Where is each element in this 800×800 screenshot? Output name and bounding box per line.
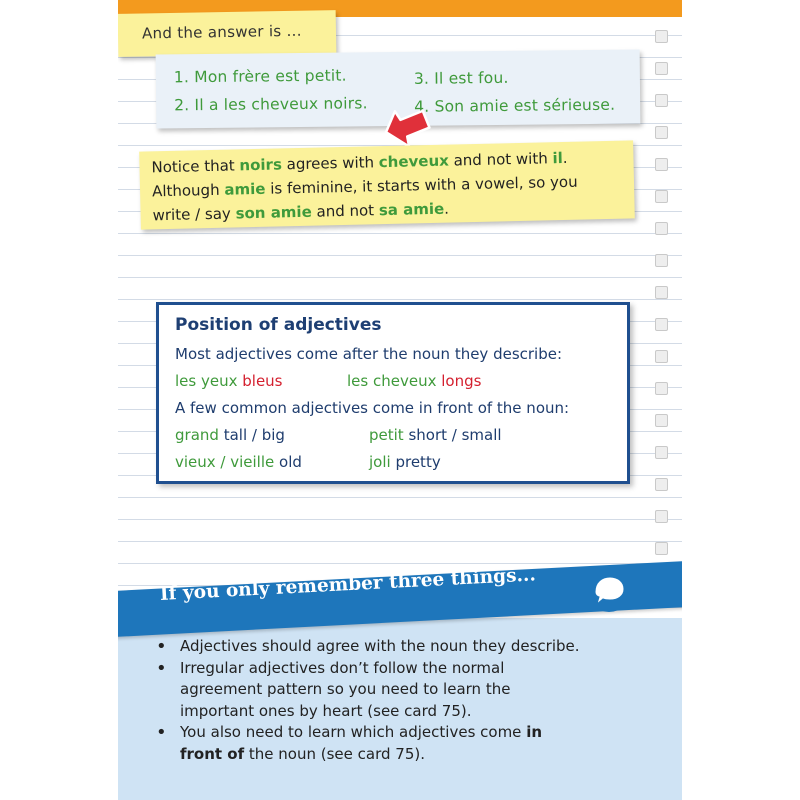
pair-petit <box>369 426 502 444</box>
bullet-emphasis: in <box>526 723 543 741</box>
bullet-line <box>180 722 654 744</box>
notice-keyword: cheveux <box>378 151 450 172</box>
notice-note <box>139 140 635 229</box>
french-adjective: longs <box>441 372 482 390</box>
list-item <box>154 658 654 723</box>
answer-text: Son amie est sérieuse. <box>434 95 616 116</box>
english-meaning: old <box>279 453 302 471</box>
list-item <box>154 722 654 765</box>
bullet-text: • Adjectives should agree with the noun they describe. <box>180 637 580 655</box>
binder-hole-icon <box>655 94 668 107</box>
notebook-page <box>118 0 682 800</box>
bullet-text: the noun (see card 75). <box>244 744 425 763</box>
notice-text: . <box>443 199 450 218</box>
notice-keyword: amie <box>224 179 266 199</box>
remember-list <box>154 636 654 765</box>
notice-keyword: sa amie <box>378 199 445 220</box>
french-noun: les yeux <box>175 372 243 390</box>
notice-text: and not with <box>448 149 553 170</box>
notice-keyword: noirs <box>239 155 283 175</box>
answer-number: 4. <box>414 97 430 116</box>
bullet-line <box>180 744 654 766</box>
binder-hole-icon <box>655 62 668 75</box>
pair-vieux <box>175 453 302 471</box>
binder-hole-icon <box>655 414 668 427</box>
bullet-text: agreement pattern so you need to learn the <box>180 680 511 698</box>
bullet-text: important ones by heart (see card 75). <box>180 701 472 720</box>
answer-text: Il a les cheveux noirs. <box>194 94 368 115</box>
binder-hole-icon <box>655 478 668 491</box>
answer-text: Il est fou. <box>434 68 509 88</box>
answer-tag-text: And the answer is ... <box>141 21 302 43</box>
bullet-text: • Irregular adjectives don’t follow the normal <box>180 658 505 677</box>
notice-text: write / say <box>152 204 236 225</box>
binder-hole-icon <box>655 318 668 331</box>
example-les-cheveux-longs <box>347 372 481 390</box>
notice-keyword: son amie <box>235 202 312 223</box>
answer-2 <box>174 94 368 114</box>
pair-joli <box>369 453 441 471</box>
before-noun-rule: A few common adjectives come in front of the noun: <box>175 399 570 417</box>
bullet-text: You also need to learn which adjectives come <box>180 723 527 741</box>
notice-text: . <box>562 148 568 168</box>
french-noun: les cheveux <box>347 372 442 390</box>
notice-text: Notice that <box>151 156 240 177</box>
french-adjective: bleus <box>242 372 283 390</box>
binder-hole-icon <box>655 446 668 459</box>
position-of-adjectives-box <box>156 302 630 484</box>
list-item <box>154 636 654 658</box>
answer-tag <box>118 10 336 57</box>
binder-hole-icon <box>655 190 668 203</box>
notice-keyword: il <box>552 149 564 168</box>
french-word: vieux / vieille <box>175 453 275 471</box>
answer-4 <box>414 96 615 116</box>
binder-hole-icon <box>655 254 668 267</box>
french-word: joli <box>369 453 391 471</box>
notice-text: Although <box>151 180 225 201</box>
english-meaning: pretty <box>395 453 441 471</box>
answer-text: Mon frère est petit. <box>194 66 347 87</box>
binder-hole-icon <box>655 382 668 395</box>
french-word: grand <box>175 426 219 444</box>
binder-hole-icon <box>655 286 668 299</box>
english-meaning: short / small <box>408 426 502 444</box>
notice-text: is feminine, it starts with a vowel, so you <box>265 172 578 198</box>
bullet-emphasis: front of <box>180 744 245 763</box>
pair-grand <box>175 426 285 444</box>
binder-hole-icon <box>655 158 668 171</box>
binder-hole-icon <box>655 30 668 43</box>
binder-hole-icon <box>655 542 668 555</box>
answer-1 <box>174 67 347 87</box>
notice-text: agrees with <box>281 153 380 174</box>
french-word: petit <box>369 426 404 444</box>
english-meaning: tall / big <box>223 426 285 444</box>
binder-hole-icon <box>655 222 668 235</box>
binder-hole-icon <box>655 350 668 363</box>
speech-bubble-icon <box>584 566 634 614</box>
after-noun-rule: Most adjectives come after the noun they describe: <box>175 345 563 363</box>
answer-number: 1. <box>173 68 190 87</box>
binder-hole-icon <box>655 126 668 139</box>
answer-3 <box>414 69 509 88</box>
binder-hole-icon <box>655 510 668 523</box>
answer-number: 3. <box>413 69 430 88</box>
box-title: Position of adjectives <box>175 315 382 335</box>
example-les-yeux-bleus <box>175 372 283 390</box>
answer-number: 2. <box>174 96 190 115</box>
remember-title: If you only remember three things... <box>159 564 537 605</box>
notice-text: and not <box>311 201 380 221</box>
